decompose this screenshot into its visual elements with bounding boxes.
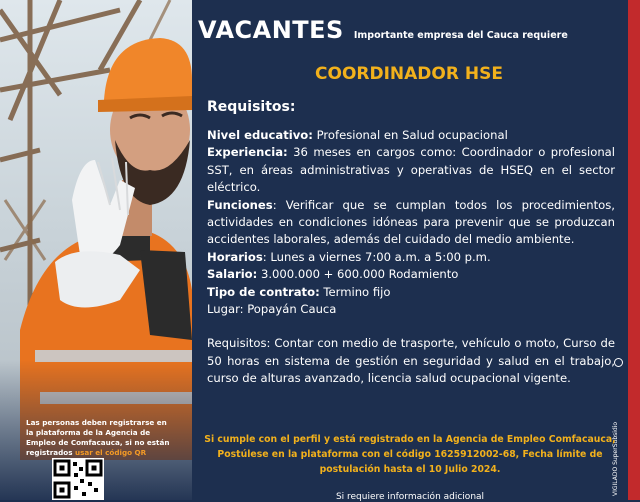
side-bar <box>628 0 640 500</box>
salary-label: Salario: <box>207 267 258 282</box>
education-label: Nivel educativo: <box>207 128 313 142</box>
functions-label: Funciones <box>207 197 273 212</box>
location-value: Popayán Cauca <box>247 302 337 317</box>
qr-code-icon <box>52 458 104 500</box>
qr-instruction: usar el código QR <box>75 448 147 457</box>
side-label: VIGILADO SuperSubsidio <box>612 421 619 496</box>
requirements-heading: Requisitos: <box>207 99 296 115</box>
header <box>198 16 568 48</box>
contract-line <box>207 284 615 301</box>
experience-label: Experiencia: <box>207 145 288 160</box>
functions-value: : Verificar que se cumplan todos los procedimientos, actividades en condiciones idóneas para prevenir que se produzcan accidentes laborales, además del cuidado del medio ambiente. <box>207 197 615 247</box>
extra-requirements: Requisitos: Contar con medio de trasporte, vehículo o moto, Curso de 50 horas en sistema de gestión en seguridad y salud en el trabajo, curso de alturas avanzado, licencia salud ocupacional vigente. <box>207 336 615 386</box>
qr-code[interactable] <box>52 458 104 500</box>
schedule-label: Horarios <box>207 249 263 264</box>
application-notice: Si cumple con el perfil y está registrado en la Agencia de Empleo Comfacauca, Postúlese en la plataforma con el código 1625912002-68, Fecha límite de postulación hasta el 10 Julio 2024. <box>204 434 616 475</box>
salary-value: 3.000.000 + 600.000 Rodamiento <box>260 267 459 282</box>
job-details <box>207 127 615 388</box>
location-line <box>207 301 615 318</box>
schedule-line <box>207 249 615 266</box>
functions-line <box>207 197 615 249</box>
registration-caption <box>26 418 176 458</box>
job-title: COORDINADOR HSE <box>315 64 503 84</box>
spacer <box>207 318 615 335</box>
supersubsidio-icon <box>614 358 623 367</box>
schedule-value: : Lunes a viernes 7:00 a.m. a 5:00 p.m. <box>262 249 491 264</box>
experience-line <box>207 144 615 196</box>
worker-photo <box>0 0 192 500</box>
registration-caption-text: Las personas deben registrarse en la plataforma de la Agencia de Empleo de Comfacauca, si no están registrados <box>26 418 170 457</box>
salary-line <box>207 266 615 283</box>
experience-value: 36 meses en cargos como: Coordinador o profesional SST, en áreas administrativas y operativas de HSEQ en el sector eléctrico. <box>207 145 615 195</box>
education-line <box>207 127 615 144</box>
contract-label: Tipo de contrato: <box>207 284 320 299</box>
education-value: Profesional en Salud ocupacional <box>316 128 508 142</box>
location-label: Lugar: <box>207 302 244 317</box>
page-title: VACANTES <box>198 16 344 44</box>
footer-info: Si requiere información adicional <box>335 492 485 502</box>
page-subtitle: Importante empresa del Cauca requiere <box>353 30 568 41</box>
contract-value: Termino fijo <box>323 284 391 299</box>
